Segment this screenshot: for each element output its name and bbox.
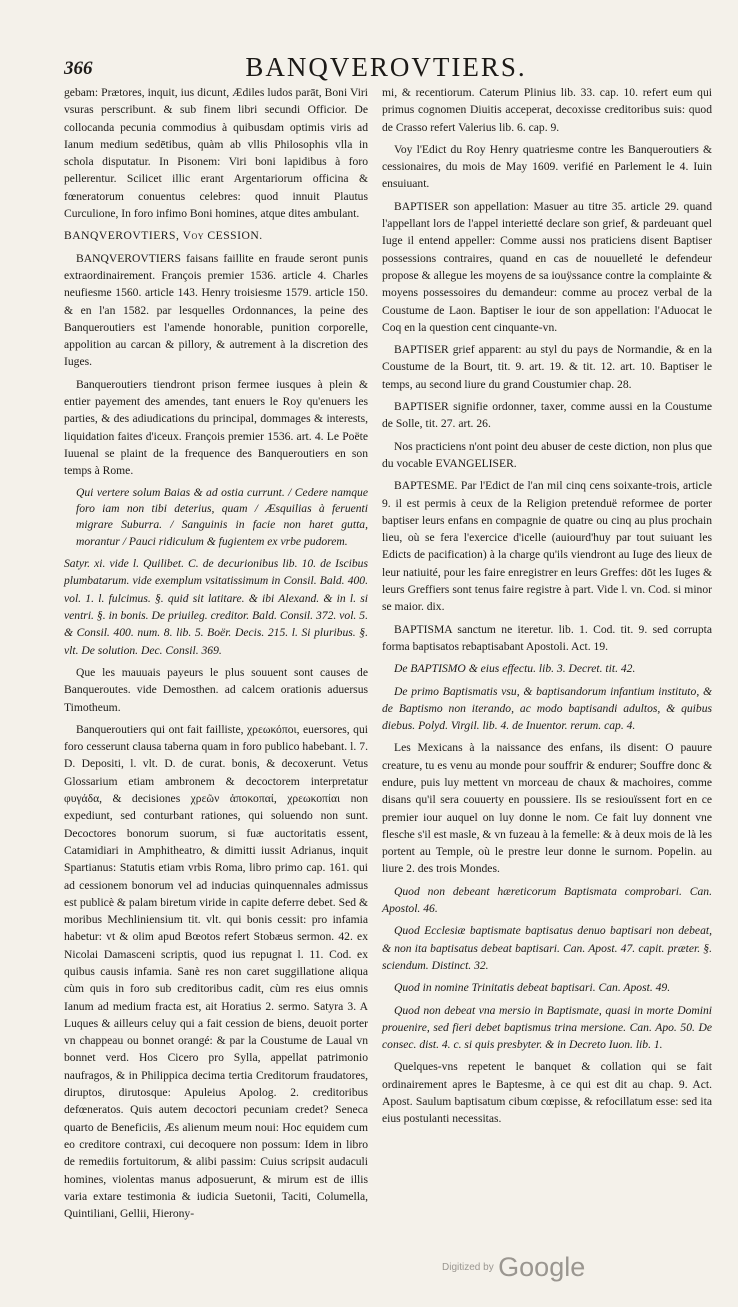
entry-baptiser: BAPTISER signifie ordonner, taxer, comme aussi en la Coustume de Solle, tit. 27. art. 26.: [382, 400, 712, 431]
google-logo: Google: [498, 1252, 586, 1282]
paragraph: Les Mexicans à la naissance des enfans, ils disent: O pauure creature, tu es venu au monde pour souffrir & endurer; Souffre donc & endure, puis luy mettent vn morceau de chaux & machoires, comme disans qu'il sera couuerty en poussiere. Ils se resiouïssent fort en ce premier iour auquel on luy donne le nom. Ce fait luy donnent vne flesche s'il est masle, & vn fuzeau à la femelle: & à deux mois de là les portent au Temple, où le prestre leur donne le surnom. Popelin. au liure 2. des trois Mondes.: [382, 741, 712, 876]
digitized-by-google-watermark: [442, 1252, 585, 1283]
entry-baptiser: BAPTISER son appellation: Masuer au titre 35. article 29. quand l'appellant lors de l'appel interietté declare son grief, & pardeuant quel Iuge il entend appeller: Comme aussi nos praticiens disent Baptiser possessions contraires, quand en cas de nouuelleté le defendeur propose & allegue les moyens de sa iouÿssance contre la complainte & moyens possessoires du demandeur: comme au procez verbal de la Coustume de Laon. Baptiser le iour de son appellation: l'Aduocat le Coq en la question cent cinquante-vn.: [382, 199, 712, 334]
paragraph: Quelques-vns repetent le banquet & collation qui se fait ordinairement apres le Baptesme, à ce qui est dit au chap. 9. Act. Apost. Saulum baptisatum cibum cœpisse, & refocillatum esse: sed ita eius postulanti necessitas.: [382, 1060, 712, 1126]
cross-reference-entry: BANQVEROVTIERS, Voy CESSION.: [64, 229, 263, 243]
paragraph: gebam: Prætores, inquit, ius dicunt, Ædiles ludos parāt, Boni Viri vsuras perscribunt. & sub finem libri secundi Officior. De collocanda pecunia commodius à quibusdam optimis viris ad Ianum medium sedētibus, quàm ab vllis Philosophis vlla in schola disputatur. In Pisonem: Viri boni lapidibus à foro pellerentur. Scilicet illic erant Argentariorum officina & fœneratorum conuentus celebres: quod innuit Plautus Curculione, In foro infimo Boni homines, atque dites ambulant.: [64, 86, 368, 221]
digitized-label: Digitized by: [442, 1262, 494, 1273]
paragraph: Voy l'Edict du Roy Henry quatriesme contre les Banqueroutiers & cessionaires, du mois de May 1609. verifié en Parlement le 4. Iuin ensuiuant.: [382, 142, 712, 191]
paragraph: Banqueroutiers qui ont fait failliste, χρεωκόποι, euersores, qui foro cesserunt clausa taberna quam in foro publico habebant. l. 7. D. Depositi, l. vlt. D. de curat. bonis, & decoxerunt. Vetus Glossarium etiam ambronem & decoctorem interpretatur φυγάδα, & decisiones χρεῶν ἀποκοπαί, χρεωκοπίαι non expediunt, sed conturbant rationes, qui soluendo non sunt. Decoctores bonorum suorum, si fuæ auctoritatis essent, Catamidiari in Amphitheatro, & dimitti iussit Adrianus, inquit Spartianus: Statutis etiam vrbis Roma, libro primo cap. 161. qui ad cessionem bonorum vel ad inducias quinquennales admissus est publicè & palam biretum viride in capite deferre debet. Sed & moribus Mechliniensium tit. vlt. qui bonis cessit: pro infamia habetur: vt & olim apud Bœotos refert Stobæus sermon. 42. ex Nicolai Damasceni scriptis, quod ius repugnat l. 11. Cod. ex quibus causis infamia. Sanè res non caret suggillatione aliqua cùm quis in foro sub creditoribus cadit, cùm res eius omnis Ianum ad medium fracta est, ait Horatius 2. sermo. Satyra 3. A Luques & ailleurs celuy qui a fait cession de biens, deuoit porter vn chappeau ou bonnet orangé: & par la Coustume de Laual vn bonnet verd. Hos Cicero pro Sylla, appellat patrimonio naufragos, & in Philippica decima tertia Creditorum fraudatores, diruptos, dirutosque: Apuleius Apolog. 2. creditoribus defœneratos. Quis autem decoctori pecuniam credet? Seneca quarto de Beneficiis, Æs alienum meum noui: Hoc equidem cum eo creditore contraxi, cui decoquere non possum: Idem in libro de remediis fortuitorum, & alibi passim: Cuius scripsit audaculi homines, violentas manus adposuerunt, & mirum est de illis varia extare testimonia & iudicia Suetonii, Taciti, Columella, Quintiliani, Gellii, Hierony-: [64, 722, 368, 1221]
entry-baptiser: BAPTISER grief apparent: au styl du pays de Normandie, & en la Coustume de la Bourt, tit. 9. art. 19. & tit. 12. art. 10. Baptiser le temps, au second liure du grand Coustumier chap. 28.: [382, 343, 712, 391]
paragraph: mi, & recentiorum. Caterum Plinius lib. 33. cap. 10. refert eum qui primus cognomen Diuitis acceperat, decoxisse creditoribus suis: quod de Crasso refert Valerius lib. 6. cap. 9.: [382, 86, 712, 134]
paragraph: De primo Baptismatis vsu, & baptisandorum infantium instituto, & de Baptismo non iterando, ac modo baptisandi adultos, & quibus diebus. Polyd. Virgil. lib. 4. de Inuentor. rerum. cap. 4.: [382, 684, 712, 733]
paragraph: Nos practiciens n'ont point deu abuser de ceste diction, non plus que du vocable EVANGELISER.: [382, 439, 712, 470]
entry-baptisma: BAPTISMA sanctum ne iteretur. lib. 1. Cod. tit. 9. sed corrupta forma baptisatos rebaptisabant Apostoli. Act. 19.: [382, 622, 712, 653]
paragraph: De BAPTISMO & eius effectu. lib. 3. Decret. tit. 42.: [394, 662, 636, 676]
left-column: [64, 84, 368, 1222]
canon-citation: Quod in nomine Trinitatis debeat baptisari. Can. Apost. 49.: [394, 981, 671, 995]
canon-citation: Quod non debeat vna mersio in Baptismate, quasi in morte Domini prouenire, sed fieri debet baptismus trina mersione. Can. Apo. 50. De consec. dist. 4. c. si quis presbyter. & in Decreto Iuon. lib. 1.: [382, 1003, 712, 1052]
paragraph: Que les mauuais payeurs le plus souuent sont causes de Banqueroutes. vide Demosthen. ad calcem orationis aduersus Timotheum.: [64, 665, 368, 714]
page-header: [64, 52, 708, 86]
paragraph: Banqueroutiers tiendront prison fermee iusques à plein & entier payement des amendes, tant enuers le Roy qu'enuers les parties, & des adiudications du principal, dommages & interests, liquidation faites d'iceux. François premier 1536. art. 4. Le Poëte Iuuenal se plaint de la frequence des Banqueroutiers en son temps à Rome.: [64, 377, 368, 478]
entry-baptesme: BAPTESME. Par l'Edict de l'an mil cinq cens soixante-trois, article 9. il est permis à ceux de la Religion pretenduë reformee de porter baptiser leurs enfans en compagnie de quatre ou cinq au plus prochain lieu, où se fera l'exercice d'icelle (auiourd'huy par tout suiuant les Edicts de pacification) à la charge qu'ils viendront au Iuge des lieux de leur natiuité, pour les faire enregistrer en leurs Greffes: dōt les Iuges & leurs Greffiers sont tenus faire registre à part. Vide l. vn. Cod. si minor se maior. dix.: [382, 479, 712, 614]
canon-citation: Quod non debeant hæreticorum Baptismata comprobari. Can. Apostol. 46.: [382, 884, 712, 916]
running-head: BANQVEROVTIERS.: [245, 52, 527, 82]
page-number: 366: [64, 58, 93, 79]
entry-banqueroutiers: BANQVEROVTIERS faisans faillite en fraude seront punis extraordinairement. François premier 1536. article 4. Charles neufiesme 1560. article 143. Henry troisiesme 1579. article 150. & en l'an 1582. par lesquelles Ordonnances, la peine des Banqueroutiers est l'amende honorable, punition corporelle, appolition au carcan & pillory, & autrement à la discretion des Iuges.: [64, 251, 368, 369]
citation-block: Satyr. xi. vide l. Quilibet. C. de decurionibus lib. 10. de Iscibus plumbatarum. vide exemplum vsitatissimum in Consil. Bald. 400. vol. 1. l. fulcimus. §. quid sit latitare. & ibi Alexand. & in l. si ventri. §. in bonis. De priuileg. creditor. Bald. Consil. 372. vol. 5. & Consil. 400. num. 8. lib. 5. Boër. Decis. 215. l. Si pluribus. §. vlt. De solution. Dec. Consil. 369.: [64, 557, 368, 657]
canon-citation: Quod Ecclesiæ baptismate baptisatus denuo baptisari non debeat, & non ita baptisatus debeat baptisari. Can. Apost. 47. capit. præter. §. sciendum. Distinct. 32.: [382, 924, 712, 972]
right-column: [382, 84, 712, 1128]
verse-quotation: Qui vertere solum Baias & ad ostia currunt. / Cedere namque foro iam non tibi deterius, quam / Æsquilias à feruenti migrare Suburra. / Sanguinis in facie non haret gutta, morantur / Pauci ridiculum & fugientem ex vrbe pudorem.: [76, 485, 368, 548]
